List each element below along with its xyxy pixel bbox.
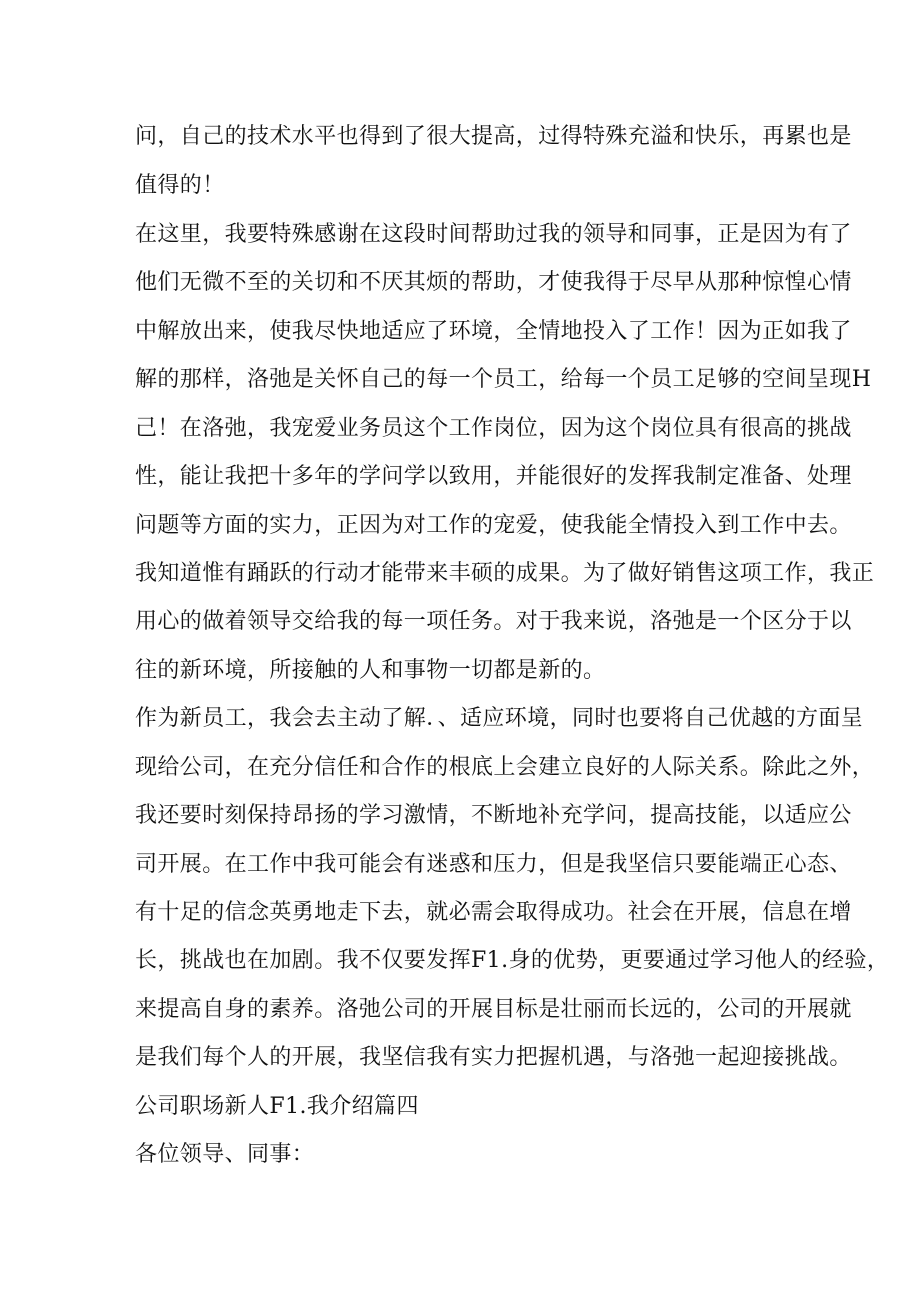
text-line: 我知道惟有踊跃的行动才能带来丰硕的成果。为了做好销售这项工作，我正 (135, 561, 875, 586)
text-line: 往的新环境，所接触的人和事物一切都是新的。 (135, 658, 606, 683)
text-line: 来提高自身的素养。洛弛公司的开展目标是壮丽而长远的，公司的开展就 (135, 997, 852, 1022)
text-line: 他们无微不至的关切和不厌其烦的帮助，才使我得于尽早从那种惊惶心情 (135, 270, 852, 295)
text-line: 性，能让我把十多年的学问学以致用，并能很好的发挥我制定准备、处理 (135, 464, 852, 489)
salutation: 各位领导、同事： (135, 1142, 315, 1167)
text-line: 值得的！ (135, 173, 225, 198)
text-line: 我还要时刻保持昂扬的学习激情，不断地补充学问，提高技能，以适应公 (135, 803, 852, 828)
text-line: 司开展。在工作中我可能会有迷惑和压力，但是我坚信只要能端正心态、 (135, 852, 852, 877)
text-line: 现给公司，在充分信任和合作的根底上会建立良好的人际关系。除此之外， (135, 755, 875, 780)
text-line: 在这里，我要特殊感谢在这段时间帮助过我的领导和同事，正是因为有了 (135, 222, 852, 247)
text-line: 中解放出来，使我尽快地适应了环境，全情地投入了工作！因为正如我了 (135, 319, 852, 344)
text-line: 己！在洛弛，我宠爱业务员这个工作岗位，因为这个岗位具有很高的挑战 (135, 416, 852, 441)
text-line: 是我们每个人的开展，我坚信我有实力把握机遇，与洛弛一起迎接挑战。 (135, 1045, 852, 1070)
text-line: 解的那样，洛弛是关怀自己的每一个员工，给每一个员工足够的空间呈现H (135, 367, 872, 392)
section-heading: 公司职场新人F1.我介绍篇四 (135, 1094, 419, 1119)
text-line: 作为新员工，我会去主动了解．、适应环境，同时也要将自己优越的方面呈 (135, 706, 864, 731)
text-line: 长，挑战也在加剧。我不仅要发挥F1.身的优势，更要通过学习他人的经验， (135, 948, 890, 973)
text-line: 有十足的信念英勇地走下去，就必需会取得成功。社会在开展，信息在增 (135, 900, 852, 925)
text-line: 问，自己的技术水平也得到了很大提高，过得特殊充溢和快乐，再累也是 (135, 124, 852, 149)
text-line: 用心的做着领导交给我的每一项任务。对于我来说，洛弛是一个区分于以 (135, 609, 852, 634)
text-line: 问题等方面的实力，正因为对工作的宠爱，使我能全情投入到工作中去。 (135, 513, 852, 538)
